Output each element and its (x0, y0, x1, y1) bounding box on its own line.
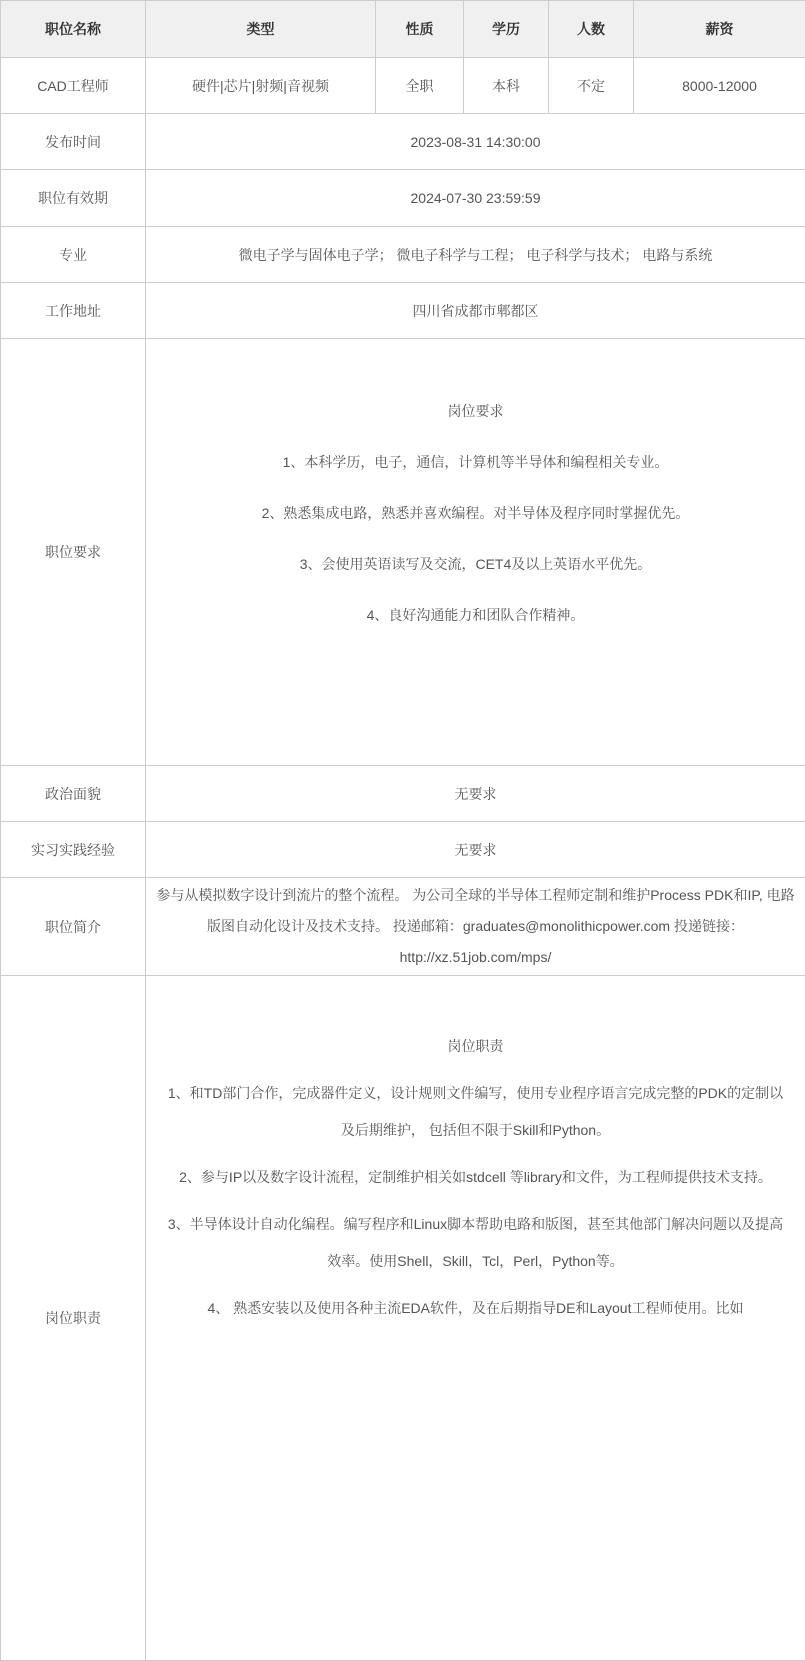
requirement-item: 2、熟悉集成电路，熟悉并喜欢编程。对半导体及程序同时掌握优先。 (166, 495, 785, 532)
col-header-nature: 性质 (376, 1, 464, 58)
job-intro-label: 职位简介 (1, 878, 146, 976)
job-headcount: 不定 (549, 58, 634, 114)
duties-heading: 岗位职责 (166, 1028, 785, 1065)
publish-time-label: 发布时间 (1, 114, 146, 170)
internship-experience-row (1, 822, 805, 878)
duty-item: 1、和TD部门合作，完成器件定义，设计规则文件编写，使用专业程序语言完成完整的PDK的定制以及后期维护， 包括但不限于Skill和Python。 (166, 1075, 785, 1149)
majors-label: 专业 (1, 227, 146, 283)
job-salary: 8000-12000 (634, 58, 805, 114)
job-requirements-label: 职位要求 (1, 339, 146, 766)
job-summary-row (1, 58, 805, 114)
requirement-item: 4、良好沟通能力和团队合作精神。 (166, 597, 785, 634)
work-address-row (1, 283, 805, 339)
duty-item: 4、 熟悉安装以及使用各种主流EDA软件，及在后期指导DE和Layout工程师使用。比如 (166, 1290, 785, 1327)
valid-until-label: 职位有效期 (1, 170, 146, 227)
valid-until-row (1, 170, 805, 227)
job-type: 硬件|芯片|射频|音视频 (146, 58, 376, 114)
col-header-job-title: 职位名称 (1, 1, 146, 58)
political-status-value: 无要求 (146, 766, 805, 822)
political-status-row (1, 766, 805, 822)
table-header-row (1, 1, 805, 58)
job-intro-value: 参与从模拟数字设计到流片的整个流程。 为公司全球的半导体工程师定制和维护Process PDK和IP, 电路版图自动化设计及技术支持。 投递邮箱：graduates@monolithicpower.com 投递链接：http://xz.51job.com/mps/ (146, 878, 805, 976)
requirements-heading: 岗位要求 (166, 393, 785, 430)
requirement-item: 1、本科学历，电子，通信，计算机等半导体和编程相关专业。 (166, 444, 785, 481)
job-requirements-row (1, 339, 805, 766)
col-header-salary: 薪资 (634, 1, 805, 58)
work-address-value: 四川省成都市郫都区 (146, 283, 805, 339)
job-requirements-content (146, 339, 805, 766)
publish-time-row (1, 114, 805, 170)
duty-item: 3、半导体设计自动化编程。编写程序和Linux脚本帮助电路和版图，甚至其他部门解决问题以及提高效率。使用Shell，Skill，Tcl，Perl，Python等。 (166, 1206, 785, 1280)
job-intro-row (1, 878, 805, 976)
job-title: CAD工程师 (1, 58, 146, 114)
job-duties-label: 岗位职责 (1, 976, 146, 1661)
majors-row (1, 227, 805, 283)
job-education: 本科 (464, 58, 549, 114)
col-header-education: 学历 (464, 1, 549, 58)
col-header-type: 类型 (146, 1, 376, 58)
majors-value: 微电子学与固体电子学； 微电子科学与工程； 电子科学与技术； 电路与系统 (146, 227, 805, 283)
job-nature: 全职 (376, 58, 464, 114)
work-address-label: 工作地址 (1, 283, 146, 339)
political-status-label: 政治面貌 (1, 766, 146, 822)
job-duties-row (1, 976, 805, 1661)
job-duties-content (146, 976, 805, 1661)
col-header-headcount: 人数 (549, 1, 634, 58)
requirement-item: 3、会使用英语读写及交流，CET4及以上英语水平优先。 (166, 546, 785, 583)
valid-until-value: 2024-07-30 23:59:59 (146, 170, 805, 227)
duty-item: 2、参与IP以及数字设计流程，定制维护相关如stdcell 等library和文件，为工程师提供技术支持。 (166, 1159, 785, 1196)
internship-experience-value: 无要求 (146, 822, 805, 878)
publish-time-value: 2023-08-31 14:30:00 (146, 114, 805, 170)
internship-experience-label: 实习实践经验 (1, 822, 146, 878)
